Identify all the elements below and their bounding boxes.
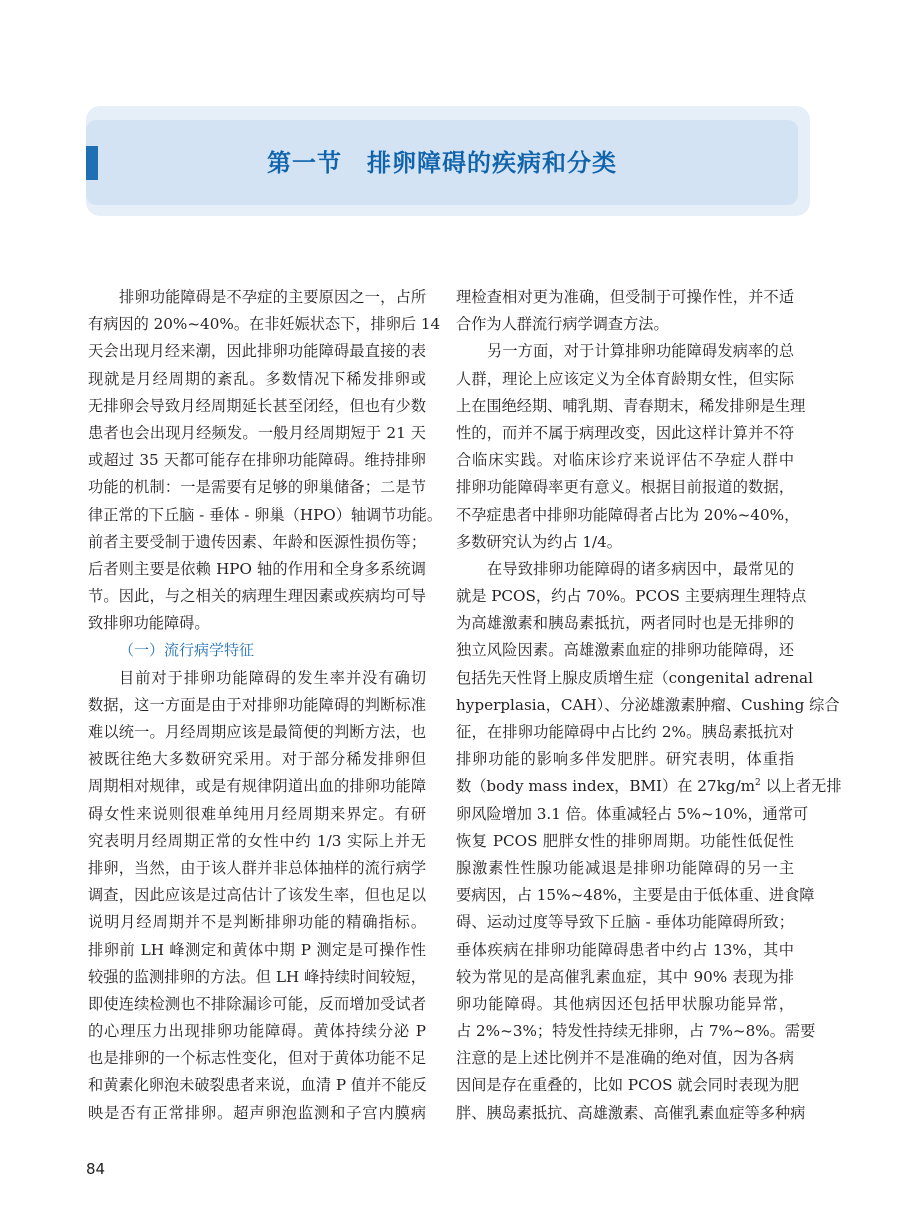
text-line: 排卵功能障碍是不孕症的主要原因之一，占所 bbox=[119, 288, 426, 306]
text-line: 恢复 PCOS 肥胖女性的排卵周期。功能性低促性 bbox=[456, 831, 794, 850]
text-line: 即使连续检测也不排除漏诊可能，反而增加受试者 bbox=[88, 994, 426, 1013]
text-line: 数据，这一方面是由于对排卵功能障碍的判断标准 bbox=[88, 695, 426, 714]
text-line: 注意的是上述比例并不是准确的绝对值，因为各病 bbox=[456, 1049, 794, 1068]
text-line: 腺激素性性腺功能减退是排卵功能障碍的另一主 bbox=[456, 858, 794, 877]
text-line: 排卵前 LH 峰测定和黄体中期 P 测定是可操作性 bbox=[88, 940, 426, 959]
text-line: 就是 PCOS，约占 70%。PCOS 主要病理生理特点 bbox=[456, 587, 807, 606]
right-paragraph-3 bbox=[456, 556, 842, 1127]
text-line: 无排卵会导致月经周期延长甚至闭经，但也有少数 bbox=[88, 396, 426, 415]
text-line: 调查，因此应该是过高估计了该发生率，但也足以 bbox=[88, 886, 426, 905]
text-line: 后者则主要是依赖 HPO 轴的作用和全身多系统调 bbox=[88, 559, 426, 578]
text-line: 前者主要受制于遗传因素、年龄和医源性损伤等； bbox=[88, 532, 426, 551]
text-line: 被既往绝大多数研究采用。对于部分稀发排卵但 bbox=[88, 750, 426, 769]
text-line: 患者也会出现月经频发。一般月经周期短于 21 天 bbox=[88, 423, 426, 442]
text-line: 不孕症患者中排卵功能障碍者占比为 20%~40%， bbox=[456, 505, 800, 524]
text-line: 致排卵功能障碍。 bbox=[88, 614, 210, 633]
text-line: 排卵功能障碍率更有意义。根据目前报道的数据， bbox=[456, 478, 794, 497]
text-line: 多数研究认为约占 1/4。 bbox=[456, 532, 622, 551]
text-line: 卵风险增加 3.1 倍。体重减轻占 5%~10%，通常可 bbox=[456, 804, 809, 823]
text-line: 较强的监测排卵的方法。但 LH 峰持续时间较短， bbox=[88, 967, 426, 986]
text-line: 或超过 35 天都可能存在排卵功能障碍。维持排卵 bbox=[88, 451, 426, 470]
text-line: 另一方面，对于计算排卵功能障碍发病率的总 bbox=[487, 342, 794, 361]
text-line: 上在围绝经期、哺乳期、青春期末，稀发排卵是生理 bbox=[456, 396, 806, 415]
text-line: 的心理压力出现排卵功能障碍。黄体持续分泌 P bbox=[88, 1022, 426, 1041]
text-line: 合临床实践。对临床诊疗来说评估不孕症人群中 bbox=[456, 451, 794, 470]
text-line: 包括先天性肾上腺皮质增生症（congenital adrenal bbox=[456, 668, 813, 687]
left-column bbox=[88, 284, 443, 1127]
text-line: 排卵功能的影响多伴发肥胖。研究表明，体重指 bbox=[456, 750, 794, 769]
text-line: 和黄素化卵泡未破裂患者来说，血清 P 值并不能反 bbox=[88, 1076, 427, 1095]
text-line: 独立风险因素。高雄激素血症的排卵功能障碍，还 bbox=[456, 641, 794, 660]
text-line: 性的，而并不属于病理改变，因此这样计算并不符 bbox=[456, 423, 794, 442]
text-line: 说明月经周期并不是判断排卵功能的精确指标。 bbox=[88, 913, 426, 932]
text-line: 功能的机制：一是需要有足够的卵巢储备；二是节 bbox=[88, 478, 426, 497]
text-line: 难以统一。月经周期应该是最简便的判断方法，也 bbox=[88, 723, 426, 741]
page-number: 84 bbox=[86, 1160, 106, 1178]
text-line: 有病因的 20%~40%。在非妊娠状态下，排卵后 14 bbox=[88, 315, 441, 334]
text-line: 碍、运动过度等导致下丘脑 - 垂体功能障碍所致； bbox=[456, 913, 794, 932]
text-line: 天会出现月经来潮，因此排卵功能障碍最直接的表 bbox=[88, 342, 426, 361]
text-line: 垂体疾病在排卵功能障碍患者中约占 13%，其中 bbox=[456, 940, 794, 959]
text-line: 目前对于排卵功能障碍的发生率并没有确切 bbox=[119, 668, 426, 687]
text-line: 征，在排卵功能障碍中占比约 2%。胰岛素抵抗对 bbox=[456, 723, 794, 741]
text-line: 碍女性来说则很难单纯用月经周期来界定。有研 bbox=[88, 804, 426, 823]
bmi-superscript: 2 bbox=[755, 778, 761, 789]
left-paragraph-1 bbox=[88, 284, 443, 637]
subsection-heading: （一）流行病学特征 bbox=[119, 641, 255, 660]
text-line: 现就是月经周期的紊乱。多数情况下稀发排卵或 bbox=[88, 369, 426, 388]
text-line: hyperplasia，CAH）、分泌雄激素肿瘤、Cushing 综合 bbox=[456, 695, 840, 714]
text-line: 胖、胰岛素抵抗、高雄激素、高催乳素血症等多种病 bbox=[456, 1103, 806, 1122]
text-line: 理检查相对更为准确，但受制于可操作性，并不适 bbox=[456, 288, 794, 306]
text-line: 究表明月经周期正常的女性中约 1/3 实际上并无 bbox=[88, 831, 426, 850]
text-line: 排卵，当然，由于该人群并非总体抽样的流行病学 bbox=[88, 858, 426, 877]
text-line: 为高雄激素和胰岛素抵抗，两者同时也是无排卵的 bbox=[456, 614, 794, 633]
left-paragraph-2 bbox=[88, 665, 426, 1127]
text-line: 卵功能障碍。其他病因还包括甲状腺功能异常， bbox=[456, 994, 794, 1013]
text-line: 律正常的下丘脑 - 垂体 - 卵巢（HPO）轴调节功能。 bbox=[88, 505, 443, 524]
right-paragraph-1 bbox=[456, 284, 794, 338]
text-line: 映是否有正常排卵。超声卵泡监测和子宫内膜病 bbox=[88, 1103, 426, 1122]
text-line: 较为常见的是高催乳素血症，其中 90% 表现为排 bbox=[456, 967, 794, 986]
text-line: 周期相对规律，或是有规律阴道出血的排卵功能障 bbox=[88, 777, 426, 796]
text-line: 合作为人群流行病学调查方法。 bbox=[456, 315, 669, 334]
text-line: 节。因此，与之相关的病理生理因素或疾病均可导 bbox=[88, 587, 426, 606]
bmi-suffix: 以上者无排 bbox=[760, 777, 842, 796]
right-paragraph-2 bbox=[456, 338, 806, 556]
text-line: 也是排卵的一个标志性变化，但对于黄体功能不足 bbox=[88, 1049, 426, 1068]
text-line: 因间是存在重叠的，比如 PCOS 就会同时表现为肥 bbox=[456, 1076, 799, 1095]
text-line: 人群，理论上应该定义为全体育龄期女性，但实际 bbox=[456, 369, 794, 388]
section-title: 第一节 排卵障碍的疾病和分类 bbox=[267, 149, 617, 177]
bmi-text-line bbox=[456, 773, 842, 800]
text-line: 要病因，占 15%~48%，主要是由于低体重、进食障 bbox=[456, 886, 815, 905]
right-column bbox=[456, 284, 842, 1127]
text-line: 在导致排卵功能障碍的诸多病因中，最常见的 bbox=[487, 559, 794, 578]
text-line: 占 2%~3%；特发性持续无排卵，占 7%~8%。需要 bbox=[456, 1022, 816, 1041]
bmi-prefix: 数（body mass index，BMI）在 27kg/m bbox=[456, 777, 756, 796]
